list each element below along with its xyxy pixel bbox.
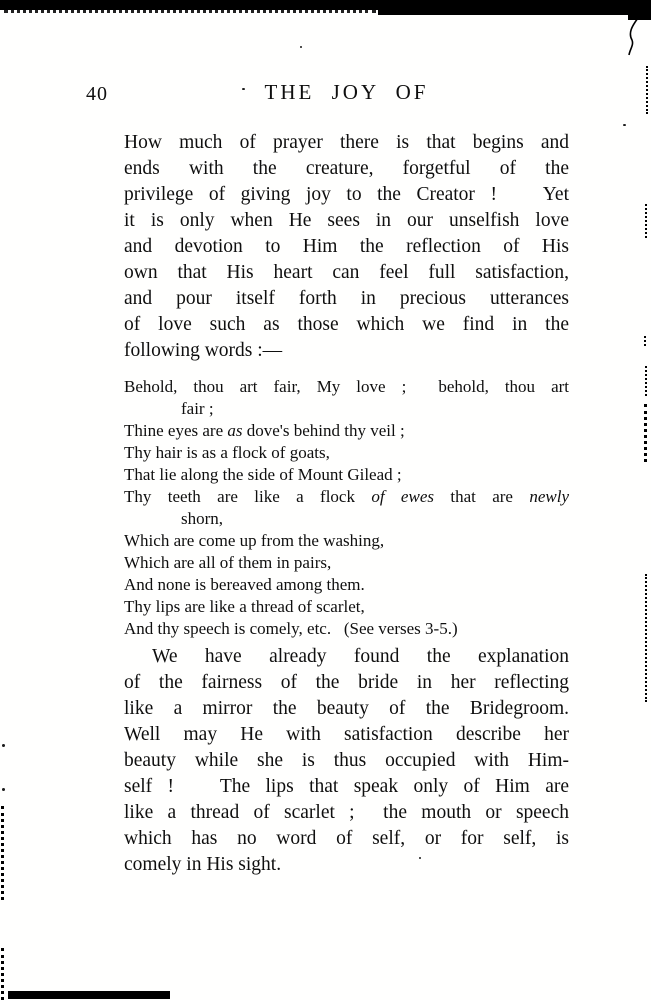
scan-artifact-right-edge — [645, 574, 647, 702]
scan-artifact-hair-curve — [627, 18, 643, 56]
scripture-quote — [124, 376, 569, 640]
text-line: and devotion to Him the reflection of His — [124, 236, 569, 257]
text-line: Thine eyes are as dove's behind thy veil ; — [124, 421, 405, 440]
text-line: own that His heart can feel full satisfaction, — [124, 262, 569, 283]
text-line: And none is bereaved among them. — [124, 575, 365, 594]
scan-artifact-right-edge — [644, 404, 647, 462]
scan-artifact-left-edge — [1, 806, 4, 900]
scan-artifact-speck — [623, 124, 626, 126]
scan-artifact-left-dot — [2, 744, 5, 747]
scan-artifact-right-edge — [644, 336, 646, 346]
scan-artifact-left-edge — [1, 948, 4, 1000]
scan-artifact-speck — [242, 88, 245, 90]
text-line: privilege of giving joy to the Creator ! Yet — [124, 184, 569, 205]
scan-artifact-right-edge — [646, 66, 648, 114]
text-line: of the fairness of the bride in her reflecting — [124, 672, 569, 693]
paragraph-commentary — [124, 644, 569, 878]
scan-artifact-top-bar-left — [0, 0, 382, 10]
text-line: comely in His sight. — [124, 854, 282, 875]
scan-artifact-top-bar-right — [378, 0, 651, 15]
text-line: shorn, — [181, 509, 224, 528]
text-line: ends with the creature, forgetful of the — [124, 158, 569, 179]
text-line: fair ; — [181, 399, 214, 418]
text-line: it is only when He sees in our unselfish love — [124, 210, 569, 231]
paragraph-intro — [124, 130, 569, 364]
text-line: self ! The lips that speak only of Him are — [124, 776, 569, 797]
text-line: Behold, thou art fair, My love ; behold, thou art — [124, 377, 569, 396]
text-line: following words :— — [124, 340, 283, 361]
scan-artifact-bottom-bar — [8, 991, 170, 999]
scan-artifact-speck — [419, 857, 421, 859]
text-line: That lie along the side of Mount Gilead ; — [124, 465, 402, 484]
scan-artifact-speck — [300, 46, 302, 48]
text-line: Well may He with satisfaction describe her — [124, 724, 569, 745]
text-line: like a thread of scarlet ; the mouth or speech — [124, 802, 569, 823]
scan-artifact-left-dot — [2, 788, 5, 791]
running-header: THE JOY OF — [264, 80, 429, 104]
text-line: Thy hair is as a flock of goats, — [124, 443, 330, 462]
text-line: How much of prayer there is that begins and — [124, 132, 569, 153]
scan-artifact-right-edge — [645, 366, 647, 396]
text-line: We have already found the explanation — [152, 646, 569, 667]
text-line: Thy teeth are like a flock of ewes that are newly — [124, 487, 569, 506]
text-line: and pour itself forth in precious utterances — [124, 288, 569, 309]
text-line: like a mirror the beauty of the Bridegroom. — [124, 698, 569, 719]
scan-artifact-top-bar-corner — [628, 0, 651, 20]
text-line: of love such as those which we find in the — [124, 314, 569, 335]
text-line: Thy lips are like a thread of scarlet, — [124, 597, 365, 616]
page-number: 40 — [86, 83, 108, 105]
scan-artifact-right-edge — [645, 204, 647, 238]
text-line: which has no word of self, or for self, is — [124, 828, 569, 849]
text-line: Which are come up from the washing, — [124, 531, 385, 550]
text-line: Which are all of them in pairs, — [124, 553, 332, 572]
text-line: And thy speech is comely, etc. (See verses 3-5.) — [124, 619, 458, 638]
text-line: beauty while she is thus occupied with Him- — [124, 750, 569, 771]
scan-artifact-top-bar-fray — [4, 10, 376, 13]
